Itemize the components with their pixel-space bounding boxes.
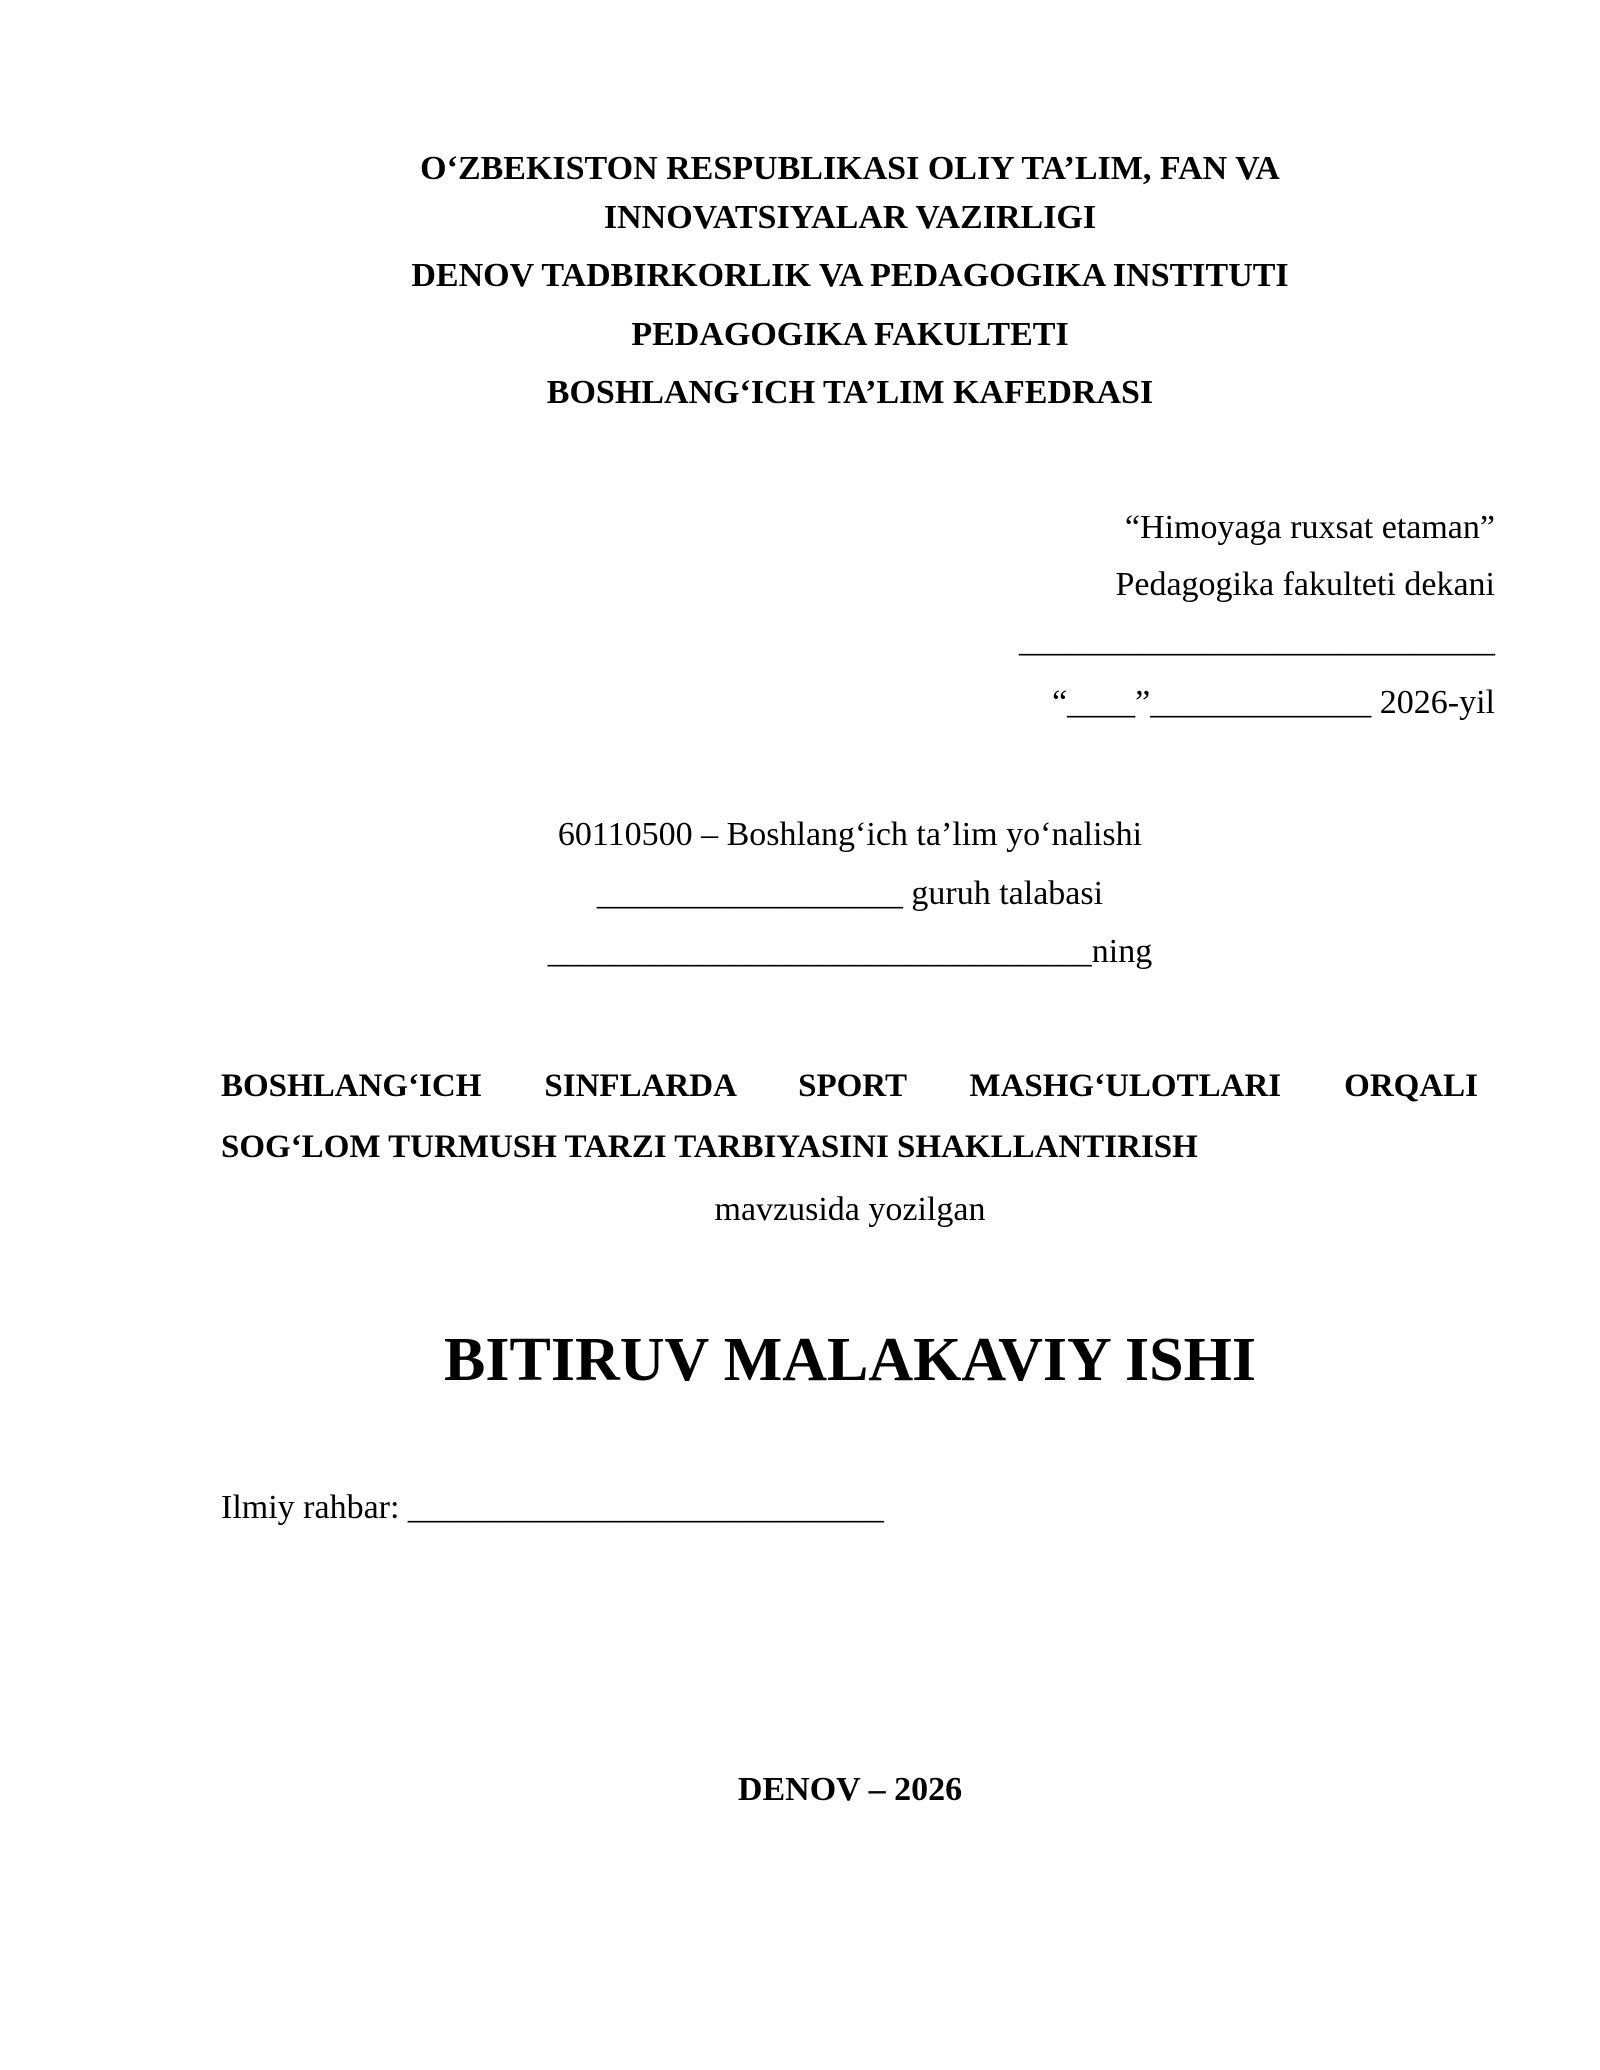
ministry-line-1: O‘ZBEKISTON RESPUBLIKASI OLIY TA’LIM, FAN VA: [420, 150, 1280, 187]
topic-line-1: BOSHLANG‘ICH SINFLARDA SPORT MASHG‘ULOTLARI ORQALI: [221, 1068, 1478, 1104]
study-direction: 60110500 – Boshlang‘ich ta’lim yo‘nalishi: [557, 816, 1143, 853]
city-year: DENOV – 2026: [737, 1771, 963, 1808]
approval-permission: “Himoyaga ruxsat etaman”: [1124, 509, 1495, 546]
document-title: BITIRUV MALAKAVIY ISHI: [444, 1326, 1256, 1394]
approval-date-line: “____”_____________ 2026-yil: [1052, 684, 1495, 721]
institute-name: DENOV TADBIRKORLIK VA PEDAGOGIKA INSTITUTI: [411, 257, 1289, 294]
student-group-line: __________________ guruh talabasi: [596, 875, 1104, 912]
topic-subtitle: mavzusida yozilgan: [714, 1191, 986, 1228]
department-name: BOSHLANG‘ICH TA’LIM KAFEDRASI: [546, 374, 1154, 411]
approval-signature-line: ____________________________: [1019, 622, 1495, 659]
student-name-line: ________________________________ning: [547, 933, 1153, 970]
approval-position: Pedagogika fakulteti dekani: [1115, 566, 1495, 603]
topic-line-2: SOG‘LOM TURMUSH TARZI TARBIYASINI SHAKLLANTIRISH: [221, 1129, 1198, 1165]
ministry-line-2: INNOVATSIYALAR VAZIRLIGI: [603, 199, 1097, 236]
scientific-advisor: Ilmiy rahbar: ____________________________: [221, 1489, 884, 1526]
faculty-name: PEDAGOGIKA FAKULTETI: [631, 316, 1069, 353]
